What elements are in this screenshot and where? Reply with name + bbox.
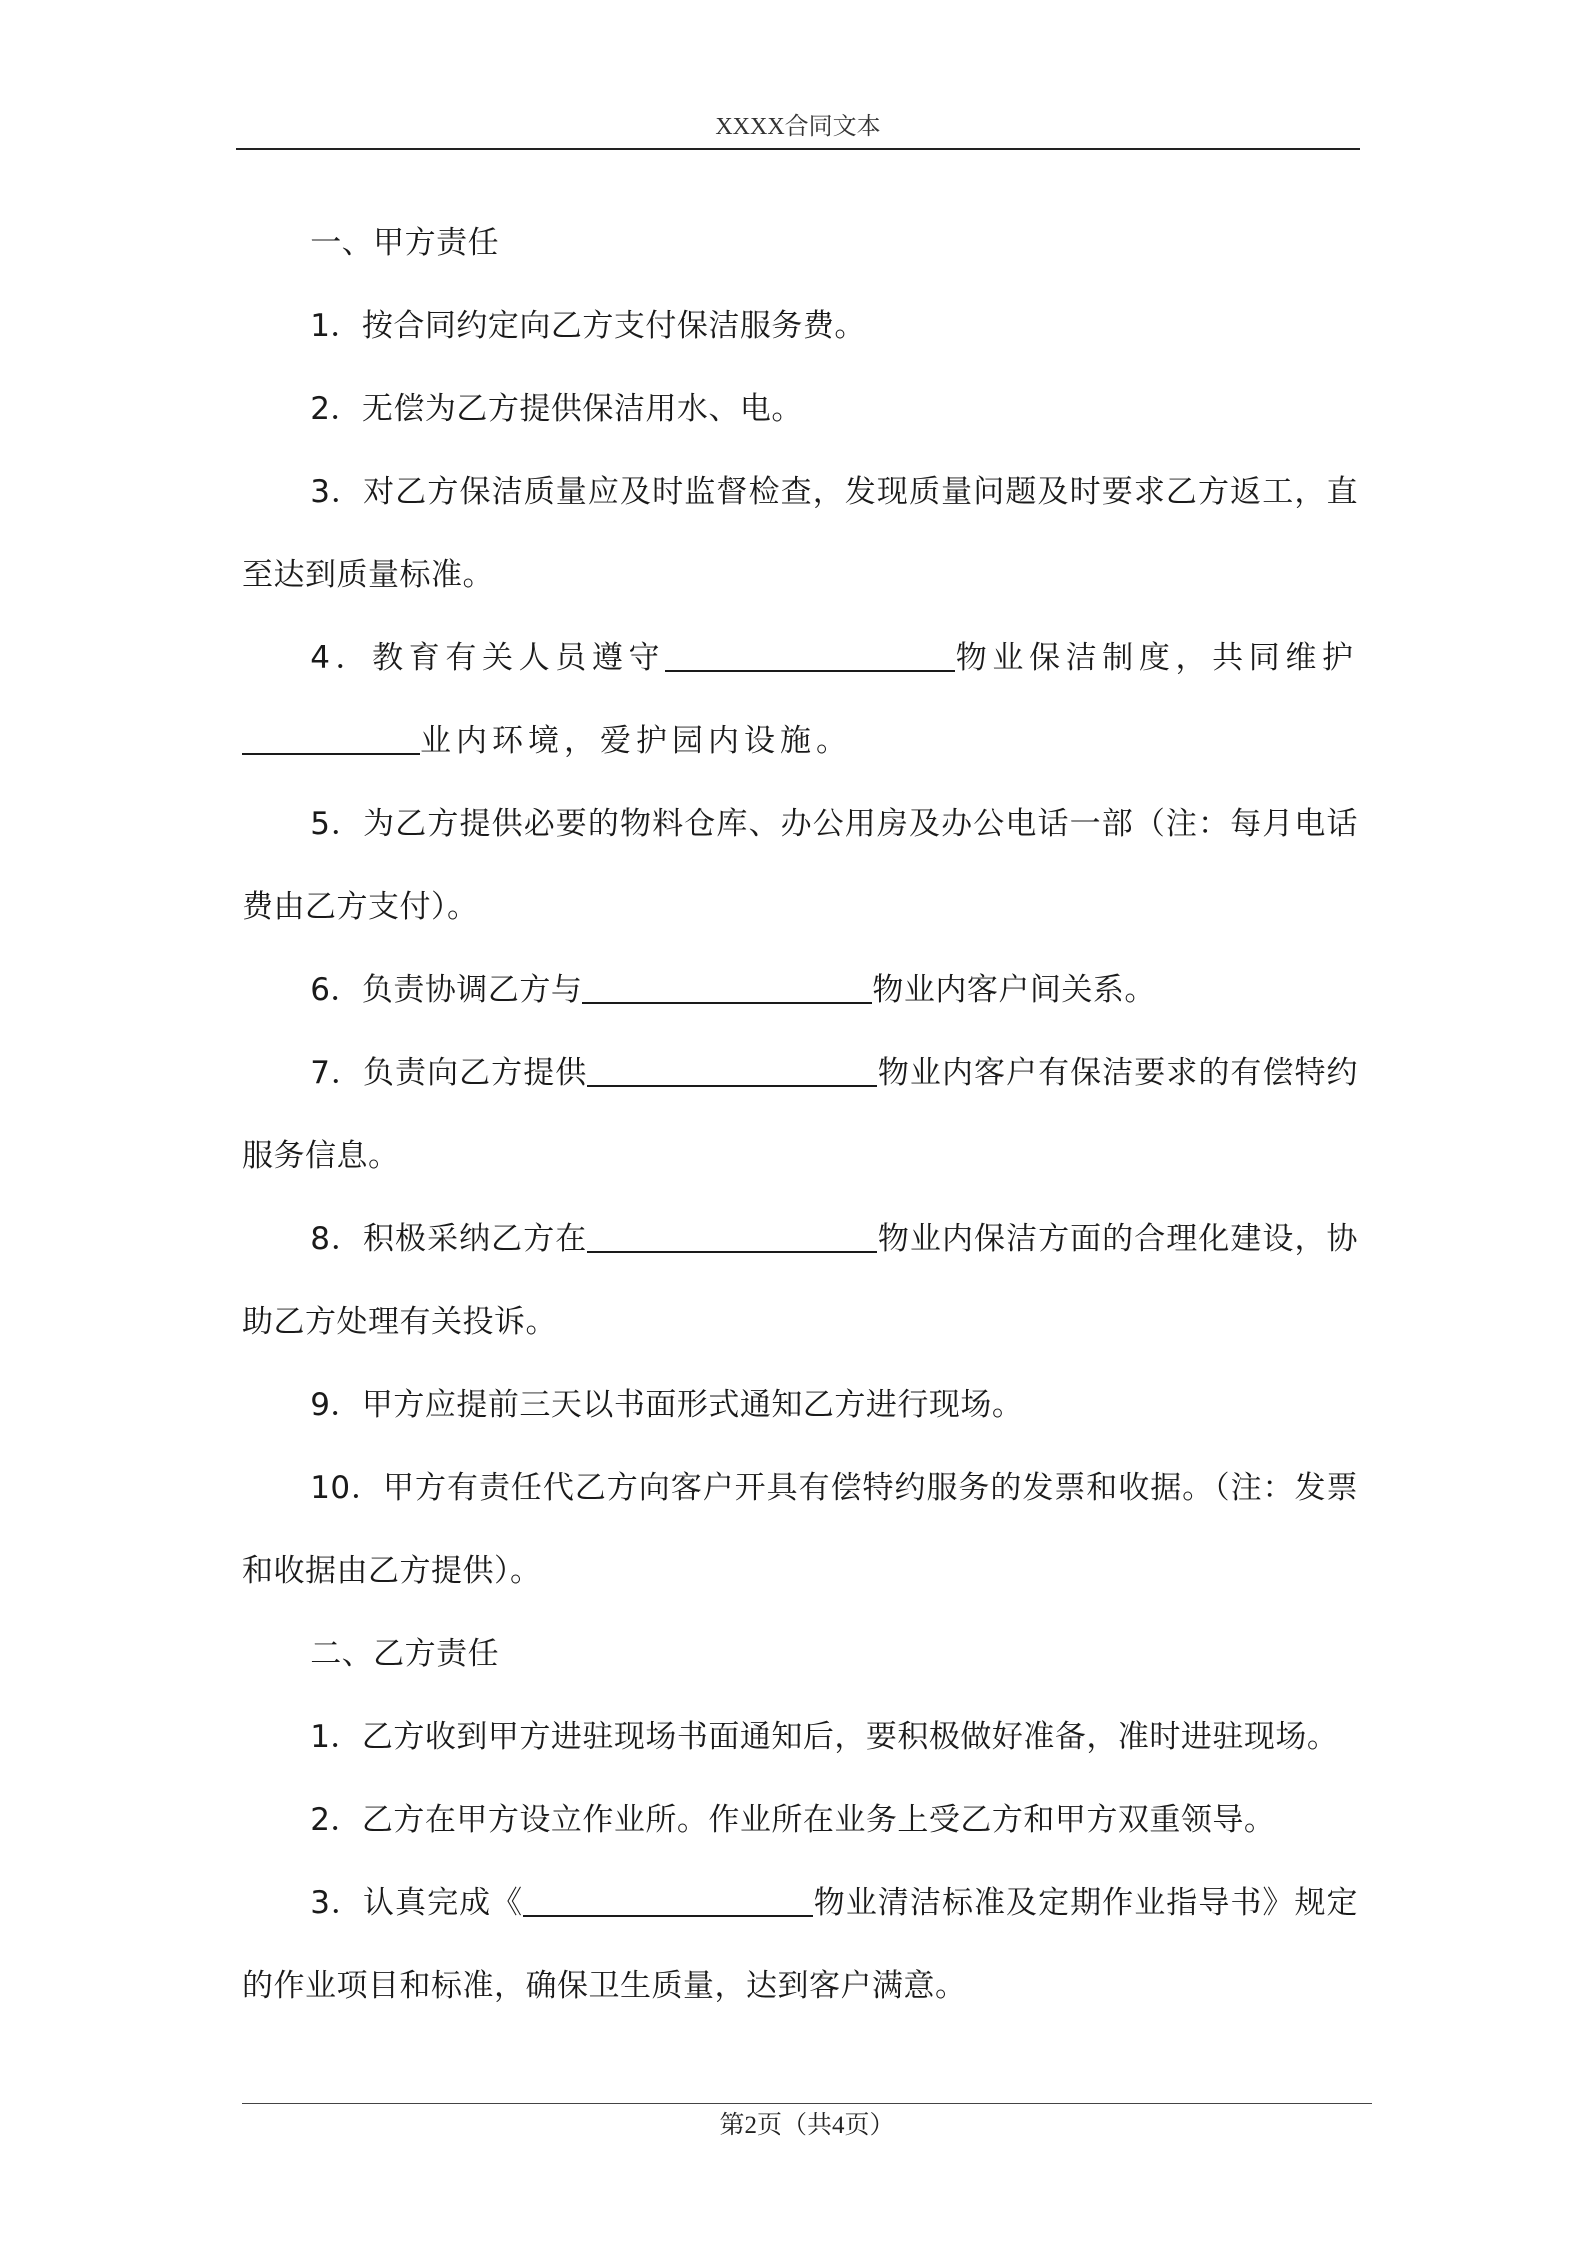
clause-a-3: 3．对乙方保洁质量应及时监督检查，发现质量问题及时要求乙方返工，直至达到质量标准。 (242, 474, 1358, 593)
clause-b-3 (242, 1862, 1358, 2028)
clause-a-2: 2．无偿为乙方提供保洁用水、电。 (310, 391, 803, 427)
clause-a-4-part1: 4．教育有关人员遵守 (310, 640, 666, 676)
clause-a-4-part2: 物业保洁制度，共同维护 (955, 640, 1358, 676)
fill-blank (665, 636, 955, 672)
clause-a-6-part1: 6．负责协调乙方与 (310, 972, 583, 1008)
clause-a-4 (242, 617, 1358, 783)
clause-a-6-part2: 物业内客户间关系。 (872, 972, 1156, 1008)
section-heading-party-a: 一、甲方责任 (310, 225, 500, 261)
clause-a-8-part2: 物业内保洁方面的合理化建设，协助乙方处理有关投诉。 (242, 1221, 1359, 1340)
clause-a-8-part1: 8．积极采纳乙方在 (310, 1221, 588, 1257)
contract-body (242, 202, 1358, 2028)
fill-blank (587, 1051, 877, 1087)
fill-blank (523, 1881, 813, 1917)
page-header (236, 110, 1360, 150)
clause-b-2: 2．乙方在甲方设立作业所。作业所在业务上受乙方和甲方双重领导。 (310, 1802, 1276, 1838)
section-heading-party-b: 二、乙方责任 (310, 1636, 500, 1672)
clause-a-5: 5．为乙方提供必要的物料仓库、办公用房及办公电话一部（注：每月电话费由乙方支付）。 (242, 806, 1358, 925)
clause-b-3-part1: 3．认真完成《 (310, 1885, 524, 1921)
clause-a-10: 10．甲方有责任代乙方向客户开具有偿特约服务的发票和收据。（注：发票和收据由乙方提供）。 (242, 1470, 1358, 1589)
header-title: XXXX合同文本 (715, 114, 881, 140)
clause-a-4-part3: 业内环境，爱护园内设施。 (420, 723, 852, 759)
clause-b-3-part2: 物业清洁标准及定期作业指导书》规定的作业项目和标准，确保卫生质量，达到客户满意。 (242, 1885, 1358, 2004)
fill-blank (587, 1217, 877, 1253)
page-number: 第2页（共4页） (719, 2112, 895, 2139)
clause-a-7 (242, 1032, 1358, 1198)
clause-b-1: 1．乙方收到甲方进驻现场书面通知后，要积极做好准备，准时进驻现场。 (310, 1719, 1339, 1755)
page-footer (242, 2103, 1372, 2146)
clause-a-6 (242, 949, 1358, 1032)
fill-blank (242, 719, 420, 755)
clause-a-7-part2: 物业内客户有保洁要求的有偿特约服务信息。 (242, 1055, 1359, 1174)
clause-a-9: 9．甲方应提前三天以书面形式通知乙方进行现场。 (310, 1387, 1024, 1423)
clause-a-7-part1: 7．负责向乙方提供 (310, 1055, 588, 1091)
clause-a-1: 1．按合同约定向乙方支付保洁服务费。 (310, 308, 866, 344)
fill-blank (582, 968, 872, 1004)
clause-a-8 (242, 1198, 1358, 1364)
